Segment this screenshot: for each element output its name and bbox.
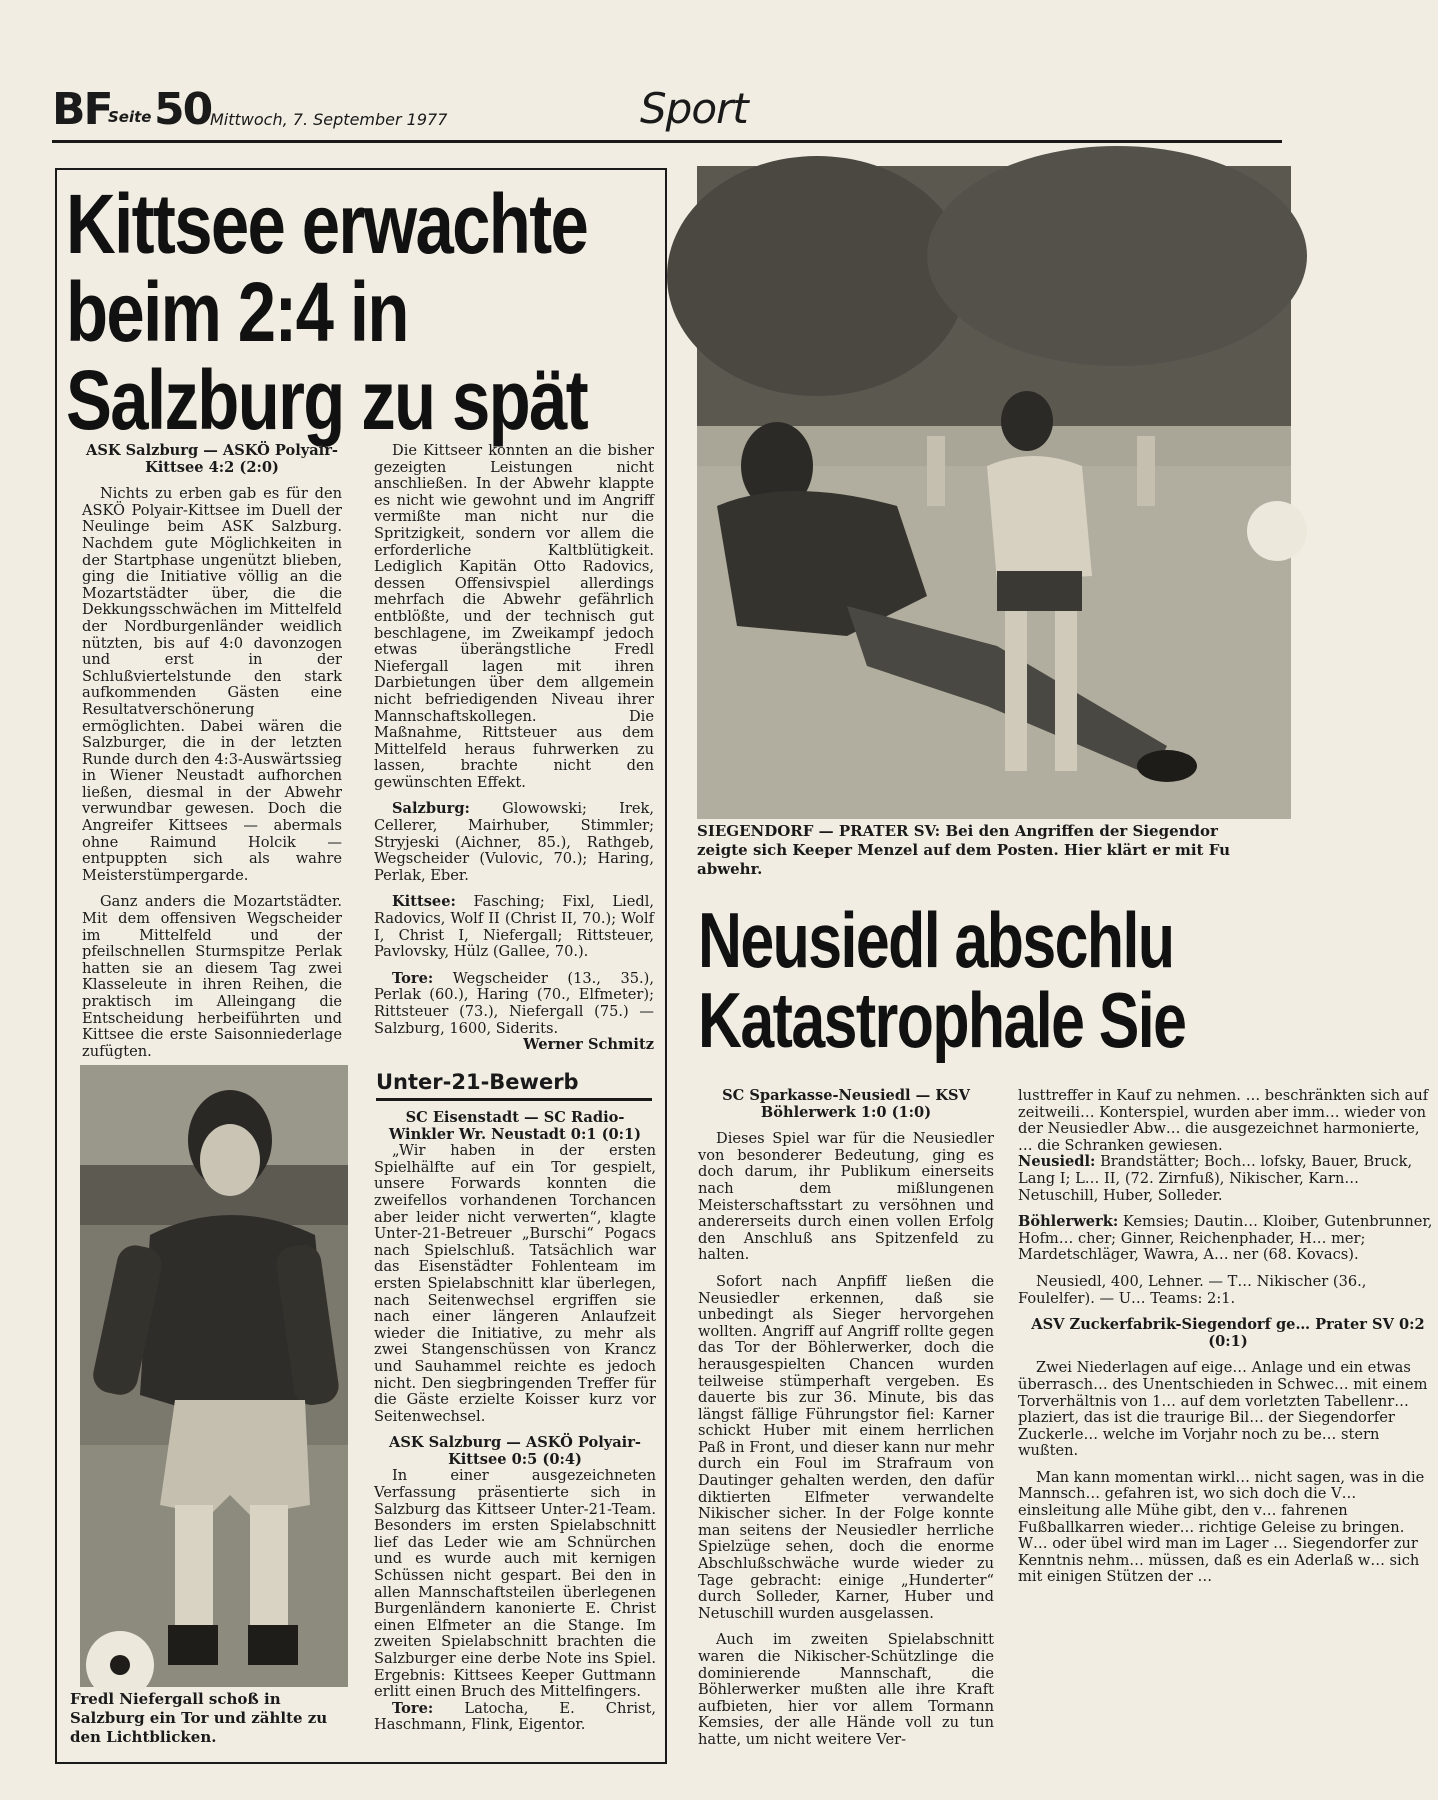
lineup-text: Kemsies; Dautin… Kloiber, Gutenbrunner, Hofm… cher; Ginner, Reichenphader, H… mer; Mardetschläger, Wawra, A… ner (68. Kovacs). — [1018, 1213, 1433, 1264]
article1-column-1 — [82, 443, 342, 1060]
headline-line: Katastrophale Sie — [698, 976, 1186, 1064]
match-line: ASK Salzburg — ASKÖ Polyair-Kittsee 0:5 (0:4) — [389, 1434, 641, 1468]
caption-line: zeigte sich Keeper Menzel auf dem Posten. Hier klärt er mit Fu — [697, 841, 1230, 859]
headline-line: Kittsee erwachte — [66, 177, 588, 271]
article2-column-2 — [1018, 1087, 1433, 1800]
paragraph: Nichts zu erben gab es für den ASKÖ Polyair-Kittsee im Duell der Neulinge beim ASK Salzburg. Nachdem gute Möglichkeiten in der Startphase ungenützt blieben, ging die Initiative völlig an die Mozartstädter über, die die Dekkungsschwächen im Mittelfeld der Nordburgenländer weidlich nützten, bis auf 4:0 davonzogen und erst in der Schlußviertelstunde den stark aufkommenden Gästen eine Resultatverschönerung ermöglichten. Dabei wären die Salzburger, die in der letzten Runde durch den 4:3-Auswärtssieg in Wiener Neustadt aufhorchen ließen, diesmal in der Abwehr verwundbar gewesen. Doch die Angreifer Kittsees — abermals ohne Raimund Holcik — entpuppten sich als wahre Meisterstümpergarde. — [82, 485, 342, 884]
issue-date: Mittwoch, 7. September 1977 — [210, 110, 448, 129]
lineup-label: Kittsee: — [392, 893, 456, 911]
headline-line: Neusiedl abschlu — [698, 896, 1174, 984]
lineup-label: Böhlerwerk: — [1018, 1213, 1119, 1231]
match-photo-graphic — [697, 166, 1291, 819]
match-line: SC Eisenstadt — SC Radio-Winkler Wr. Neustadt 0:1 (0:1) — [388, 1109, 642, 1143]
lineup-label: Neusiedl: — [1018, 1153, 1096, 1171]
goals-line — [374, 1701, 656, 1734]
paragraph: Zwei Niederlagen auf eige… Anlage und ein etwas überrasch… des Unentschieden in Schwec… mit einem Torverhältnis von 1… auf dem vorletzten Tabellenr… plaziert, das ist die traurige Bil… der Siegendorfer Zuckerle… welche im Vorjahr noch zu be… stern wußten. — [1018, 1359, 1428, 1460]
lineup-label: Salzburg: — [392, 800, 470, 818]
photo-caption-siegendorf — [697, 822, 1291, 879]
lineup-neusiedl — [1018, 1154, 1438, 1204]
header-rule — [52, 140, 1282, 143]
lineup-salzburg — [374, 801, 654, 884]
section-title: Sport — [640, 84, 748, 133]
result-line: Neusiedl, 400, Lehner. — T… Nikischer (36., Foulelfer). — U… Teams: 2:1. — [1018, 1272, 1367, 1307]
paragraph: Ganz anders die Mozartstädter. Mit dem offensiven Wegscheider im Mittelfeld und der pfeilschnellen Sturmspitze Perlak hatten sie an diesem Tag zwei Klasseleute in ihren Reihen, die praktisch im Alleingang die Entscheidung herbeiführten und Kittsee die erste Saisonniederlage zufügten. — [82, 893, 342, 1060]
paragraph: Sofort nach Anpfiff ließen die Neusiedler erkennen, daß sie unbedingt als Sieger hervorgehen wollten. Angriff auf Angriff rollte gegen das Tor der Böhlerwerker, doch die herausgespielten Chancen wurden teilweise stümperhaft vergeben. Es dauerte bis zur 36. Minute, bis das längst fällige Führungstor fiel: Karner schickt Huber mit einem herrlichen Paß in Front, und dieser kann nur mehr durch ein Foul im Strafraum von Dautinger gehalten werden, den dafür diktierten Elfmeter verwandelte Nikischer sicher. In der Folge konnte man seitens der Neusiedler herrliche Spielzüge sehen, doch die enorme Abschlußschwäche wurde wieder zu Tage gebracht: einige „Hunderter“ durch Solleder, Karner, Huber und Netuschill wurden ausgelassen. — [698, 1272, 994, 1622]
match-line: SC Sparkasse-Neusiedl — KSV Böhlerwerk 1:0 (1:0) — [722, 1087, 970, 1121]
player-photo-graphic — [80, 1065, 348, 1687]
goals-text: Wegscheider (13., 35.), Perlak (60.), Haring (70., Elfmeter); Rittsteuer (73.), Niefergall (75.) — Salzburg, 1600, Siderits. — [374, 969, 654, 1037]
caption-line: abwehr. — [697, 860, 763, 878]
photo-caption-niefergall: Fredl Niefergall schoß in Salzburg ein Tor und zählte zu den Lichtblicken. — [70, 1690, 328, 1746]
match-line: ASK Salzburg — ASKÖ Polyair-Kittsee 4:2 (2:0) — [86, 442, 338, 476]
headline-neusiedl — [698, 896, 1186, 1064]
author-byline: Werner Schmitz — [523, 1036, 654, 1054]
page-number: 50 — [154, 84, 212, 135]
goals-label: Tore: — [392, 1699, 434, 1717]
newspaper-logo: BF — [52, 84, 112, 135]
paragraph: Dieses Spiel war für die Neusiedler von besonderer Bedeutung, ging es doch darum, ihr Publikum einerseits nach dem mißlungenen Meisterschaftsstart zu versöhnen und andererseits durch einen vollen Erfolg den Anschluß ans Spitzenfeld zu halten. — [698, 1130, 994, 1264]
caption-line: SIEGENDORF — PRATER SV: Bei den Angriffen der Siegendor — [697, 822, 1218, 840]
paragraph: Die Kittseer konnten an die bisher gezeigten Leistungen nicht anschließen. In der Abwehr klappte es nicht wie gewohnt und im Angriff vermißte man nicht nur die Spritzigkeit, sondern vor allem die erforderliche Kaltblütigkeit. Lediglich Kapitän Otto Radovics, dessen Offensivspiel allerdings mehrfach die Abwehr gefährlich entblößte, und der technisch gut beschlagene, im Zweikampf jedoch etwas überängstliche Fredl Niefergall lagen mit ihren Darbietungen über dem allgemein nicht befriedigenden Niveau ihrer Mannschaftskollegen. Die Maßnahme, Rittsteuer aus dem Mittelfeld heraus fuhrwerken zu lassen, brachte nicht den gewünschten Effekt. — [374, 442, 654, 791]
goals-line — [374, 971, 654, 1037]
goals-text: Latocha, E. Christ, Haschmann, Flink, Eigentor. — [374, 1699, 656, 1734]
page-label: Seite — [108, 108, 152, 126]
headline-kittsee — [66, 177, 588, 447]
paragraph: In einer ausgezeichneten Verfassung präsentierte sich in Salzburg das Kittseer Unter-21-Team. Besonders im ersten Spielabschnitt lief das Leder wie am Schnürchen und es wurde auch mit kernigen Schüssen nicht gespart. Bei den in allen Mannschaftsteilen überlegenen Burgenländern kanonierte E. Christ einen Elfmeter an die Stange. Im zweiten Spielabschnitt brachten die Salzburger eine derbe Note ins Spiel. Ergebnis: Kittsees Keeper Guttmann erlitt einen Bruch des Mittelfingers. — [374, 1467, 656, 1701]
u21-column — [374, 1110, 656, 1734]
photo-match-siegendorf — [697, 166, 1291, 819]
article1-column-2 — [374, 443, 654, 1054]
paragraph: Auch im zweiten Spielabschnitt waren die Nikischer-Schützlinge die dominierende Mannschaft, die Böhlerwerker mußten alle ihre Kraft aufbieten, hier vor allem Tormann Kemsies, der alle Hände voll zu tun hatte, um nicht weitere Ver- — [698, 1631, 994, 1748]
lineup-text: Fasching; Fixl, Liedl, Radovics, Wolf II (Christ II, 70.); Wolf I, Christ I, Niefergall; Rittsteuer, Pavlovsky, Hülz (Gallee, 70.). — [374, 893, 654, 961]
section-heading-u21: Unter-21-Bewerb — [376, 1070, 579, 1094]
goals-label: Tore: — [392, 969, 434, 987]
headline-line: Salzburg zu spät — [66, 353, 588, 447]
paragraph: Man kann momentan wirkl… nicht sagen, was in die Mannsch… gefahren ist, wo sich doch die V… einsleitung alle Mühe gibt, den v… fahrenen Fußballkarren wieder… richtige Geleise zu bringen. W… oder übel wird man im Lager … Siegendorfer zur Kenntnis nehm… müssen, daß es ein Aderlaß w… sich mit einigen Stützen der … — [1018, 1468, 1425, 1586]
section-rule — [376, 1098, 652, 1101]
paragraph: lusttreffer in Kauf zu nehmen. … beschränkten sich auf zeitweili… Konterspiel, wurden aber imm… wieder von der Neusiedler Abw… die ausgezeichnet harmonierte, … die Schranken gewiesen. — [1018, 1087, 1429, 1154]
lineup-text: Glowowski; Irek, Cellerer, Mairhuber, Stimmler; Stryjeski (Aichner, 85.), Rathgeb, Wegscheider (Vulovic, 70.); Haring, Perlak, Eber. — [374, 800, 655, 884]
match-line: ASV Zuckerfabrik-Siegendorf ge… Prater SV 0:2 (0:1) — [1031, 1316, 1425, 1350]
lineup-kittsee — [374, 894, 654, 960]
headline-line: beim 2:4 in — [66, 265, 408, 359]
article2-column-1 — [698, 1088, 994, 1749]
paragraph: „Wir haben in der ersten Spielhälfte auf ein Tor gespielt, unsere Forwards konnten die zweifellos vorhandenen Torchancen aber leider nicht verwerten“, klagte Unter-21-Betreuer „Burschi“ Pogacs nach Spielschluß. Tatsächlich war das Eisenstädter Fohlenteam im ersten Spielabschnitt klar überlegen, nach Seitenwechsel ergriffen sie nach einer längeren Anlaufzeit wieder die Initiative, zu mehr als zwei Stangenschüssen von Krancz und Sauhammel reichte es jedoch nicht. Den siegbringenden Treffer für die Gäste erzielte Koisser kurz vor Seitenwechsel. — [374, 1142, 656, 1425]
lineup-boehlerwerk — [1018, 1214, 1438, 1264]
lineup-text: Brandstätter; Boch… lofsky, Bauer, Bruck, Lang I; L… II, (72. Zirnfuß), Nikischer, Karn… Netuschill, Huber, Solleder. — [1018, 1153, 1413, 1204]
photo-player-niefergall — [80, 1065, 348, 1687]
